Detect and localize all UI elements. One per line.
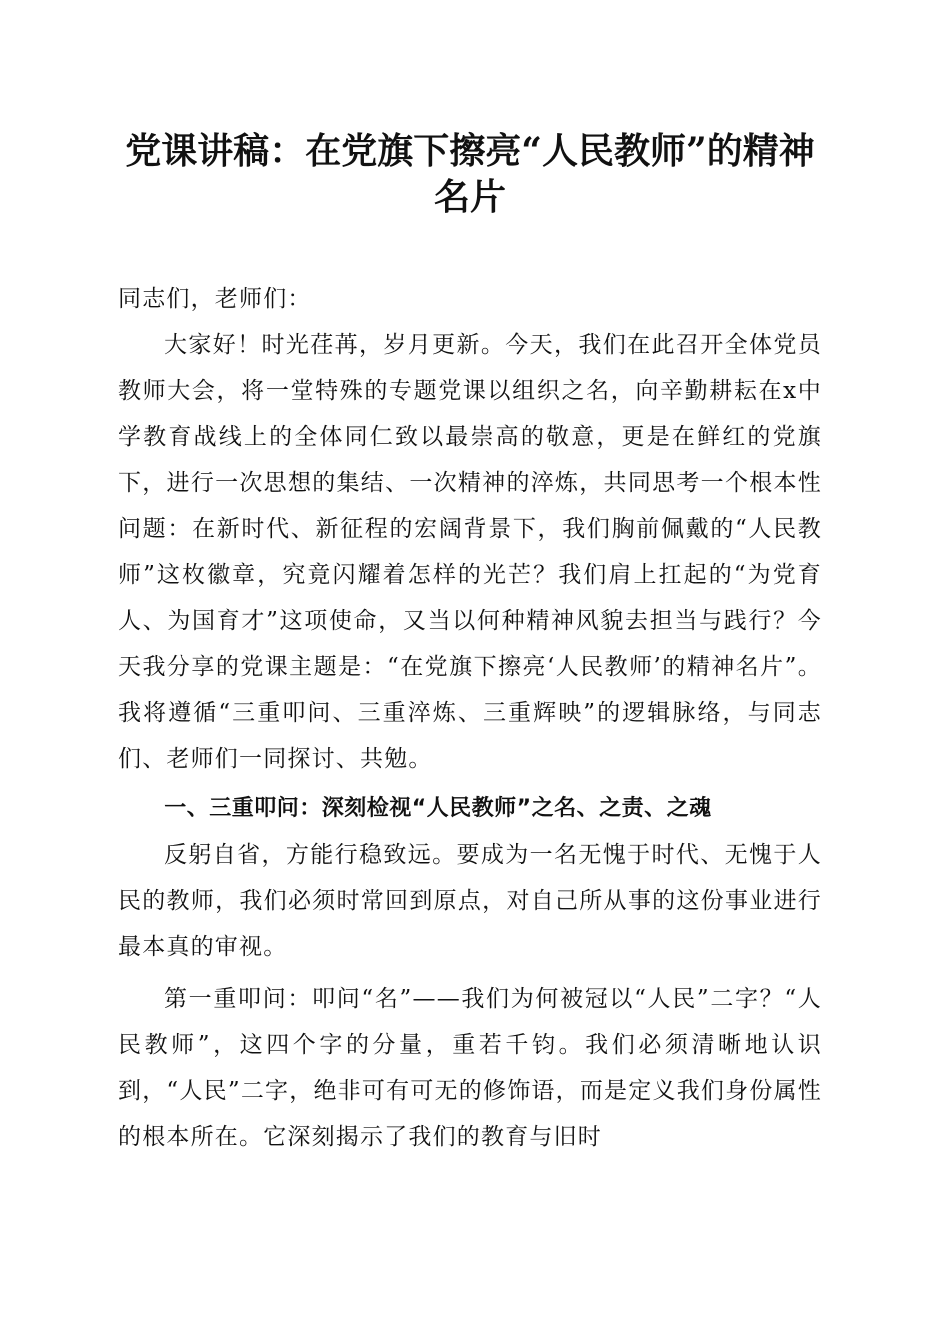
section-paragraph-1: 反躬自省，方能行稳致远。要成为一名无愧于时代、无愧于人民的教师，我们必须时常回到原点，对自己所从事的这份事业进行最本真的审视。 (118, 842, 822, 960)
section-heading: 一、三重叩问：深刻检视“人民教师”之名、之责、之魂 (164, 796, 712, 821)
document-page (118, 128, 822, 1160)
section-paragraph-2: 第一重叩问：叩问“名”——我们为何被冠以“人民”二字？“人民教师”，这四个字的分量，重若千钧。我们必须清晰地认识到，“人民”二字，绝非可有可无的修饰语，而是定义我们身份属性的根本所在。它深刻揭示了我们的教育与旧时 (118, 986, 822, 1150)
document-title: 党课讲稿：在党旗下擦亮“人民教师”的精神名片 (125, 130, 815, 218)
salutation: 同志们，老师们： (118, 286, 312, 312)
intro-paragraph: 大家好！时光荏苒，岁月更新。今天，我们在此召开全体党员教师大会，将一堂特殊的专题党课以组织之名，向辛勤耕耘在x中学教育战线上的全体同仁致以最崇高的敬意，更是在鲜红的党旗下，进行一次思想的集结、一次精神的淬炼，共同思考一个根本性问题：在新时代、新征程的宏阔背景下，我们胸前佩戴的“人民教师”这枚徽章，究竟闪耀着怎样的光芒？我们肩上扛起的“为党育人、为国育才”这项使命，又当以何种精神风貌去担当与践行？今天我分享的党课主题是：“在党旗下擦亮‘人民教师’的精神名片”。我将遵循“三重叩问、三重淬炼、三重辉映”的逻辑脉络，与同志们、老师们一同探讨、共勉。 (118, 332, 822, 772)
